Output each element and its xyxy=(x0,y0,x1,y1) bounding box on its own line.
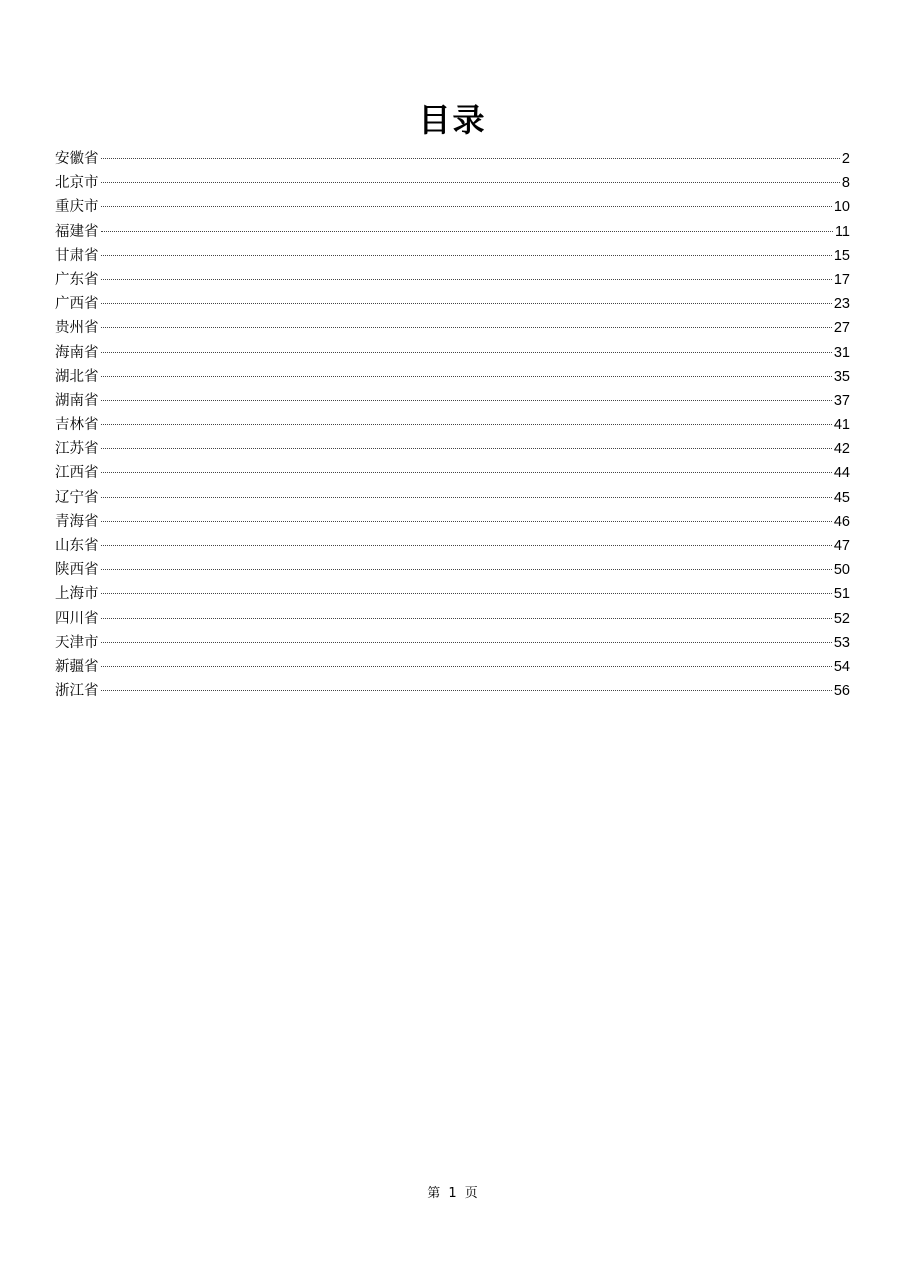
toc-dot-leader xyxy=(101,424,832,425)
toc-entry[interactable] xyxy=(55,316,850,340)
toc-entry-page: 54 xyxy=(833,658,850,675)
toc-entry-page: 56 xyxy=(833,683,850,700)
toc-entry-page: 44 xyxy=(833,465,850,482)
table-of-contents xyxy=(55,147,850,703)
page-title: 目录 xyxy=(418,101,487,139)
toc-entry[interactable] xyxy=(55,582,850,606)
toc-entry-page: 53 xyxy=(833,634,850,651)
toc-entry-label: 新疆省 xyxy=(55,658,99,675)
toc-dot-leader xyxy=(101,618,832,619)
toc-entry-label: 吉林省 xyxy=(55,417,99,434)
toc-entry-label: 安徽省 xyxy=(55,151,99,167)
toc-dot-leader xyxy=(101,255,832,256)
toc-entry-page: 41 xyxy=(833,417,850,434)
toc-entry-label: 海南省 xyxy=(55,344,99,361)
toc-entry[interactable] xyxy=(55,171,850,195)
toc-dot-leader xyxy=(101,206,832,207)
toc-entry-page: 17 xyxy=(833,271,850,288)
toc-entry[interactable] xyxy=(55,558,850,582)
toc-entry-page: 11 xyxy=(834,223,850,240)
toc-entry-label: 北京市 xyxy=(55,175,99,192)
toc-dot-leader xyxy=(101,448,832,449)
toc-entry-label: 上海市 xyxy=(55,586,99,603)
toc-entry[interactable] xyxy=(55,341,850,365)
toc-entry-page: 15 xyxy=(833,247,850,264)
toc-entry[interactable] xyxy=(55,365,850,389)
toc-entry-label: 重庆市 xyxy=(55,199,99,216)
toc-dot-leader xyxy=(101,231,833,232)
toc-dot-leader xyxy=(101,182,840,183)
toc-entry-page: 45 xyxy=(833,489,850,506)
toc-entry-page: 8 xyxy=(841,175,850,192)
toc-entry-label: 广东省 xyxy=(55,271,99,288)
toc-entry[interactable] xyxy=(55,413,850,437)
toc-entry-page: 2 xyxy=(841,151,850,167)
toc-entry[interactable] xyxy=(55,437,850,461)
toc-entry-label: 陕西省 xyxy=(55,562,99,579)
toc-dot-leader xyxy=(101,303,832,304)
toc-dot-leader xyxy=(101,327,832,328)
toc-entry-label: 甘肃省 xyxy=(55,247,99,264)
toc-dot-leader xyxy=(101,352,832,353)
toc-entry-page: 42 xyxy=(833,441,850,458)
toc-entry-page: 52 xyxy=(833,610,850,627)
toc-entry-page: 37 xyxy=(833,392,850,409)
toc-dot-leader xyxy=(101,400,832,401)
toc-entry-label: 浙江省 xyxy=(55,683,99,700)
toc-entry[interactable] xyxy=(55,534,850,558)
toc-entry-label: 江西省 xyxy=(55,465,99,482)
toc-entry-label: 天津市 xyxy=(55,634,99,651)
toc-entry-label: 贵州省 xyxy=(55,320,99,337)
toc-entry[interactable] xyxy=(55,679,850,703)
toc-entry-page: 47 xyxy=(833,538,850,554)
toc-entry-label: 四川省 xyxy=(55,610,99,627)
toc-entry[interactable] xyxy=(55,510,850,534)
toc-dot-leader xyxy=(101,642,832,643)
toc-dot-leader xyxy=(101,545,832,546)
toc-dot-leader xyxy=(101,158,840,159)
toc-entry-label: 山东省 xyxy=(55,538,99,554)
toc-entry-label: 湖南省 xyxy=(55,392,99,409)
toc-dot-leader xyxy=(101,472,832,473)
toc-entry-label: 福建省 xyxy=(55,223,99,240)
toc-entry[interactable] xyxy=(55,461,850,485)
toc-entry-page: 51 xyxy=(833,586,850,603)
toc-entry[interactable] xyxy=(55,195,850,219)
toc-entry-label: 青海省 xyxy=(55,513,99,530)
toc-entry-page: 50 xyxy=(833,562,850,579)
toc-entry[interactable] xyxy=(55,268,850,292)
toc-entry[interactable] xyxy=(55,147,850,171)
toc-entry-page: 10 xyxy=(833,199,850,216)
toc-entry[interactable] xyxy=(55,631,850,655)
toc-entry[interactable] xyxy=(55,655,850,679)
toc-entry-page: 31 xyxy=(833,344,850,361)
toc-entry-page: 35 xyxy=(833,368,850,385)
toc-entry-page: 27 xyxy=(833,320,850,337)
toc-dot-leader xyxy=(101,279,832,280)
toc-dot-leader xyxy=(101,497,832,498)
toc-entry-page: 23 xyxy=(833,296,850,313)
toc-dot-leader xyxy=(101,666,832,667)
page-number-footer: 第 1 页 xyxy=(427,1186,478,1201)
toc-entry[interactable] xyxy=(55,244,850,268)
toc-dot-leader xyxy=(101,569,832,570)
toc-entry[interactable] xyxy=(55,486,850,510)
toc-entry-label: 江苏省 xyxy=(55,441,99,458)
toc-entry-label: 辽宁省 xyxy=(55,489,99,506)
toc-entry[interactable] xyxy=(55,389,850,413)
toc-dot-leader xyxy=(101,521,832,522)
toc-entry[interactable] xyxy=(55,292,850,316)
toc-dot-leader xyxy=(101,593,832,594)
toc-entry[interactable] xyxy=(55,607,850,631)
toc-dot-leader xyxy=(101,376,832,377)
toc-entry-page: 46 xyxy=(833,513,850,530)
toc-entry-label: 湖北省 xyxy=(55,368,99,385)
toc-entry[interactable] xyxy=(55,220,850,244)
toc-entry-label: 广西省 xyxy=(55,296,99,313)
toc-dot-leader xyxy=(101,690,832,691)
